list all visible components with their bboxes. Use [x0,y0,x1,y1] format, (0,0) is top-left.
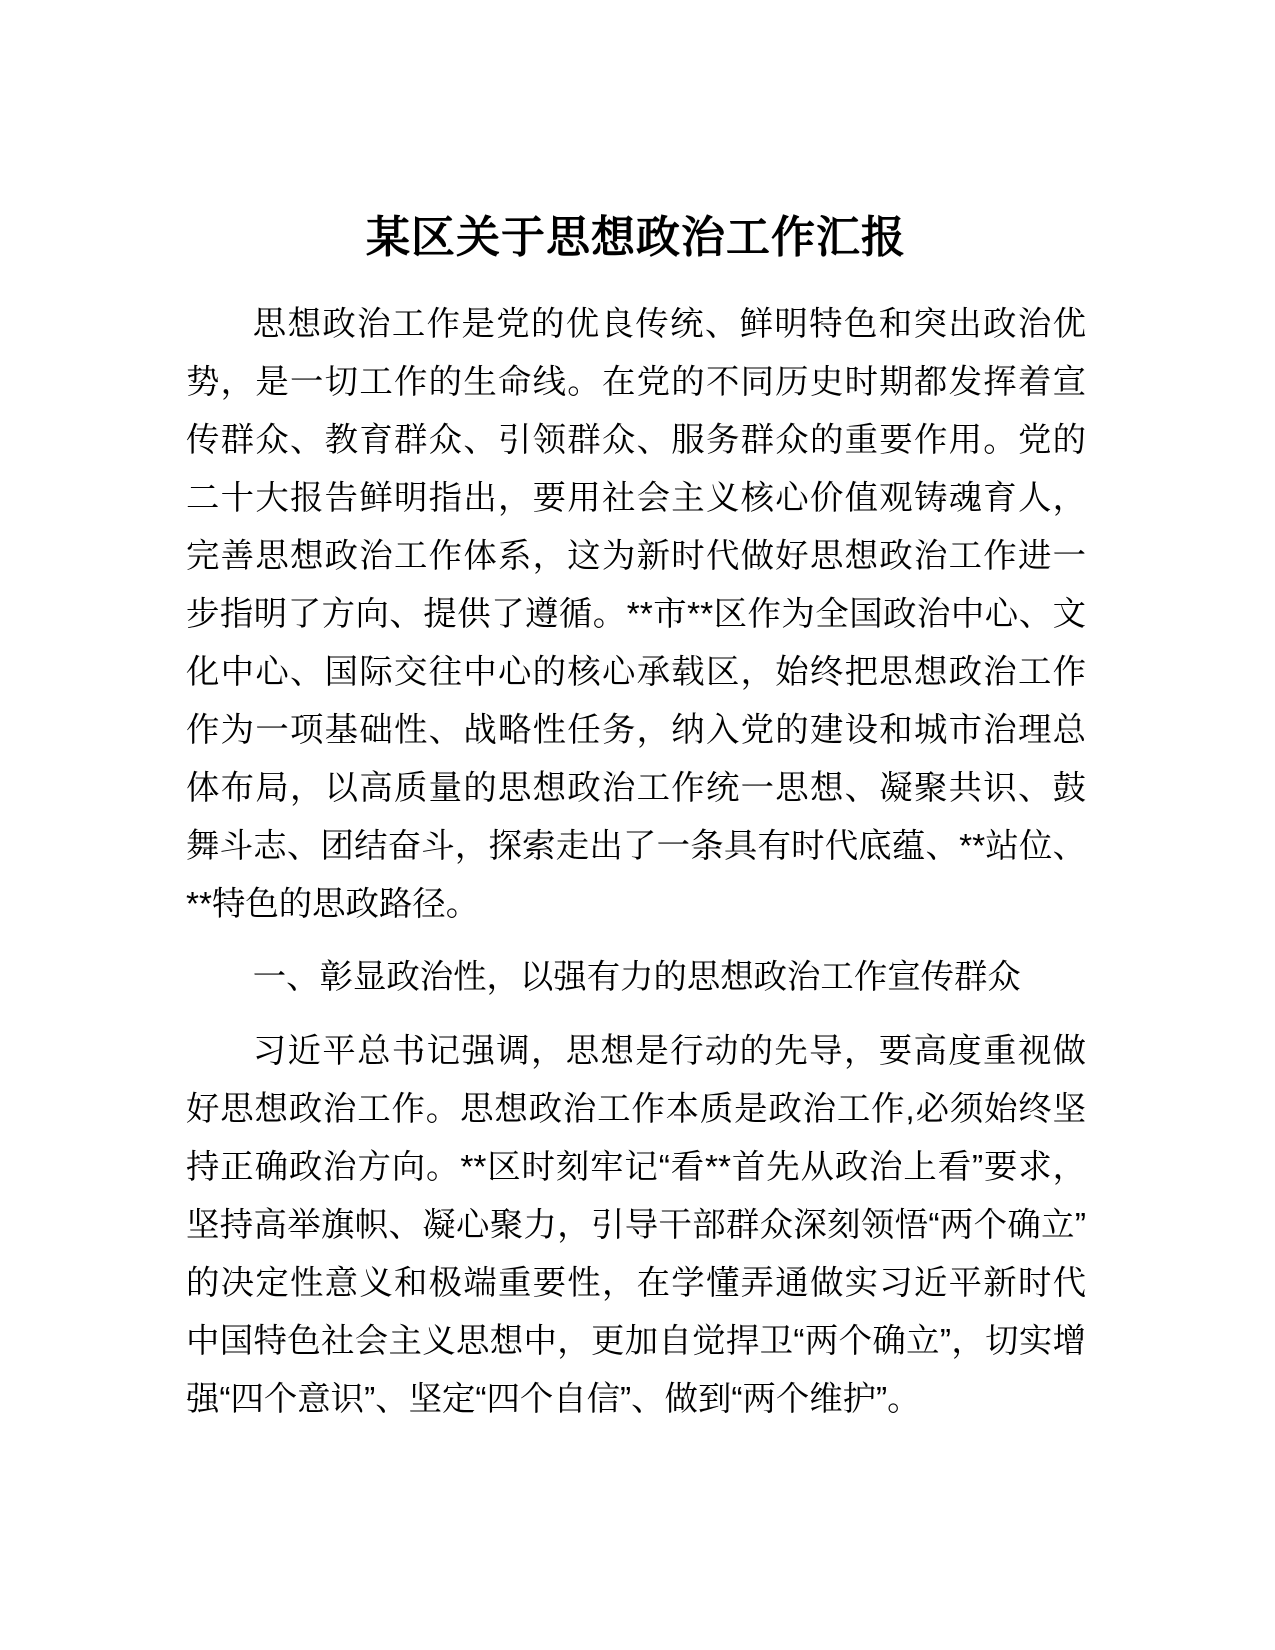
paragraph-section-1: 习近平总书记强调，思想是行动的先导，要高度重视做好思想政治工作。思想政治工作本质是政治工作,必须始终坚持正确政治方向。**区时刻牢记“看**首先从政治上看”要求，坚持高举旗帜、凝心聚力，引导干部群众深刻领悟“两个确立”的决定性意义和极端重要性，在学懂弄通做实习近平新时代中国特色社会主义思想中，更加自觉捍卫“两个确立”，切实增强“四个意识”、坚定“四个自信”、做到“两个维护”。 [186,1033,1086,1418]
section-heading-1: 一、彰显政治性，以强有力的思想政治工作宣传群众 [252,959,1021,996]
paragraph-intro: 思想政治工作是党的优良传统、鲜明特色和突出政治优势，是一切工作的生命线。在党的不同历史时期都发挥着宣传群众、教育群众、引领群众、服务群众的重要作用。党的二十大报告鲜明指出，要用社会主义核心价值观铸魂育人，完善思想政治工作体系，这为新时代做好思想政治工作进一步指明了方向、提供了遵循。**市**区作为全国政治中心、文化中心、国际交往中心的核心承载区，始终把思想政治工作作为一项基础性、战略性任务，纳入党的建设和城市治理总体布局，以高质量的思想政治工作统一思想、凝聚共识、鼓舞斗志、团结奋斗，探索走出了一条具有时代底蕴、**站位、**特色的思政路径。 [186,306,1086,923]
document-title: 某区关于思想政治工作汇报 [366,213,906,262]
